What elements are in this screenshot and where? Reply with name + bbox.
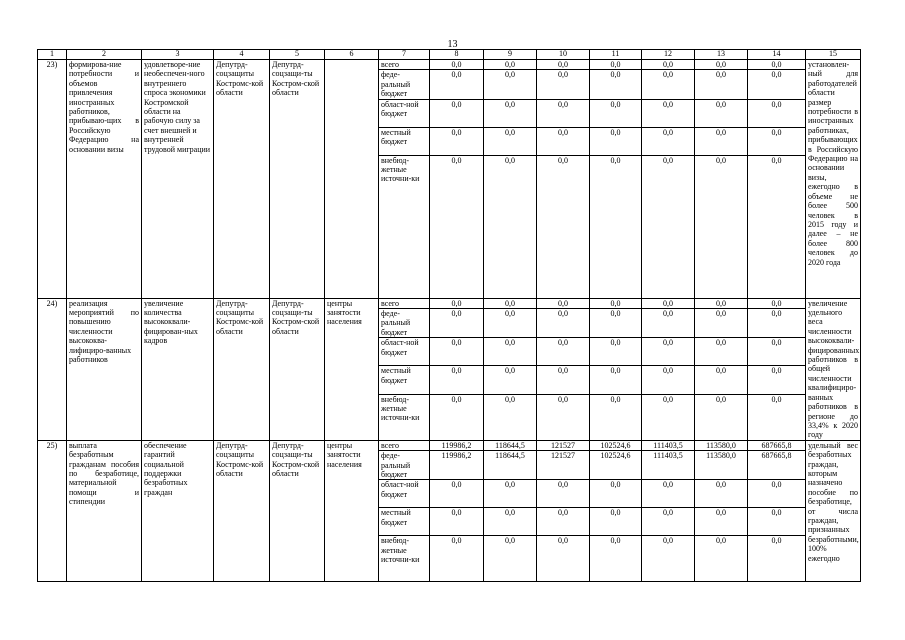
funding-value-cell: 0,0 <box>642 99 695 127</box>
funding-value-cell: 0,0 <box>590 394 642 440</box>
funding-value-cell: 0,0 <box>642 366 695 394</box>
measure-cell: реализация мероприятий по повышению численности высококва-лифициро-ванных работников <box>67 298 142 440</box>
funding-value-cell: 0,0 <box>537 70 590 99</box>
funding-source-label: всего <box>379 298 430 308</box>
column-header-15: 15 <box>806 50 861 60</box>
funding-value-cell: 0,0 <box>748 60 806 70</box>
funding-value-cell: 0,0 <box>642 127 695 155</box>
funding-value-cell: 0,0 <box>430 394 484 440</box>
funding-value-cell: 0,0 <box>748 366 806 394</box>
funding-value-cell: 111403,5 <box>642 451 695 480</box>
measure-cell: выплата безработным гражданам пособия по безработице, материальной помощи и стипендии <box>67 440 142 582</box>
funding-value-cell: 0,0 <box>748 127 806 155</box>
funding-value-cell: 118644,5 <box>484 440 537 450</box>
funding-value-cell: 0,0 <box>484 338 537 366</box>
funding-value-cell: 0,0 <box>430 60 484 70</box>
funding-value-cell: 102524,6 <box>590 451 642 480</box>
funding-source-label: област-ной бюджет <box>379 99 430 127</box>
funding-value-cell: 0,0 <box>537 309 590 338</box>
funding-value-cell: 0,0 <box>590 309 642 338</box>
funding-value-cell: 0,0 <box>537 60 590 70</box>
funding-value-cell: 687665,8 <box>748 440 806 450</box>
column-header-9: 9 <box>484 50 537 60</box>
funding-value-cell: 0,0 <box>695 338 748 366</box>
funding-value-cell: 0,0 <box>695 127 748 155</box>
column-header-14: 14 <box>748 50 806 60</box>
funding-value-cell: 0,0 <box>484 155 537 298</box>
column-header-6: 6 <box>325 50 379 60</box>
program-table <box>37 49 861 582</box>
funding-value-cell: 0,0 <box>484 60 537 70</box>
funding-value-cell: 0,0 <box>695 394 748 440</box>
table-row <box>38 60 861 70</box>
header-row <box>38 50 861 60</box>
funding-value-cell: 0,0 <box>695 309 748 338</box>
funding-value-cell: 0,0 <box>537 338 590 366</box>
funding-value-cell: 0,0 <box>484 127 537 155</box>
funding-value-cell: 0,0 <box>748 309 806 338</box>
coexecutor-cell: Депутрд-соцзащи-ты Костром-ской области <box>270 60 325 299</box>
funding-value-cell: 0,0 <box>537 127 590 155</box>
funding-value-cell: 0,0 <box>430 155 484 298</box>
funding-value-cell: 111403,5 <box>642 440 695 450</box>
funding-value-cell: 0,0 <box>695 60 748 70</box>
row-number: 25) <box>38 440 67 582</box>
funding-value-cell: 0,0 <box>430 338 484 366</box>
funding-value-cell: 0,0 <box>695 480 748 508</box>
funding-source-label: местный бюджет <box>379 127 430 155</box>
funding-value-cell: 119986,2 <box>430 451 484 480</box>
funding-value-cell: 0,0 <box>484 298 537 308</box>
column-header-2: 2 <box>67 50 142 60</box>
funding-value-cell: 0,0 <box>590 127 642 155</box>
column-header-8: 8 <box>430 50 484 60</box>
funding-value-cell: 0,0 <box>748 99 806 127</box>
funding-value-cell: 0,0 <box>430 536 484 582</box>
funding-value-cell: 0,0 <box>537 298 590 308</box>
funding-value-cell: 0,0 <box>484 508 537 536</box>
funding-value-cell: 121527 <box>537 440 590 450</box>
participant-cell: центры занятости населения <box>325 440 379 582</box>
result-cell: установлен-ный для работодателей области размер потребности в иностранных работниках, прибывающих в Российскую Федерацию на основании визы, ежегодно в объеме не более 500 человек в 2015 году и далее – не более 800 человек до 2020 года <box>806 60 861 299</box>
funding-value-cell: 0,0 <box>642 155 695 298</box>
funding-value-cell: 0,0 <box>748 298 806 308</box>
funding-value-cell: 113580,0 <box>695 440 748 450</box>
funding-source-label: феде-ральный бюджет <box>379 309 430 338</box>
funding-value-cell: 0,0 <box>484 309 537 338</box>
funding-value-cell: 0,0 <box>590 155 642 298</box>
page-number: 13 <box>447 39 458 50</box>
executor-cell: Депутрд-соцзащиты Костромс-кой области <box>214 440 270 582</box>
funding-value-cell: 0,0 <box>484 366 537 394</box>
coexecutor-cell: Депутрд-соцзащи-ты Костром-ской области <box>270 298 325 440</box>
row-number: 23) <box>38 60 67 299</box>
funding-value-cell: 0,0 <box>484 70 537 99</box>
funding-value-cell: 0,0 <box>695 536 748 582</box>
goal-cell: удовлетворе-ние необеспечен-ного внутреннего спроса экономики Костромской области на рабочую силу за счет внешней и внутренней трудовой миграции <box>142 60 214 299</box>
table-row <box>38 440 861 450</box>
funding-value-cell: 0,0 <box>537 366 590 394</box>
funding-value-cell: 0,0 <box>695 99 748 127</box>
funding-value-cell: 0,0 <box>430 298 484 308</box>
funding-value-cell: 0,0 <box>642 480 695 508</box>
funding-value-cell: 119986,2 <box>430 440 484 450</box>
funding-value-cell: 0,0 <box>748 155 806 298</box>
funding-value-cell: 0,0 <box>748 508 806 536</box>
funding-value-cell: 0,0 <box>590 508 642 536</box>
funding-value-cell: 121527 <box>537 451 590 480</box>
funding-value-cell: 0,0 <box>537 99 590 127</box>
column-header-13: 13 <box>695 50 748 60</box>
column-header-10: 10 <box>537 50 590 60</box>
funding-value-cell: 0,0 <box>590 99 642 127</box>
funding-value-cell: 0,0 <box>537 536 590 582</box>
goal-cell: обеспечение гарантий социальной поддержки безработных граждан <box>142 440 214 582</box>
funding-value-cell: 0,0 <box>748 480 806 508</box>
row-number: 24) <box>38 298 67 440</box>
funding-value-cell: 0,0 <box>748 70 806 99</box>
column-header-7: 7 <box>379 50 430 60</box>
funding-source-label: внебюд-жетные источни-ки <box>379 536 430 582</box>
funding-value-cell: 0,0 <box>590 60 642 70</box>
funding-value-cell: 118644,5 <box>484 451 537 480</box>
funding-source-label: всего <box>379 440 430 450</box>
funding-source-label: всего <box>379 60 430 70</box>
result-cell: удельный вес безработных граждан, которым назначено пособие по безработице, от числа граждан, признанных безработными, 100% ежегодно <box>806 440 861 582</box>
table-row <box>38 298 861 308</box>
funding-value-cell: 0,0 <box>695 155 748 298</box>
executor-cell: Депутрд-соцзащиты Костромс-кой области <box>214 60 270 299</box>
funding-value-cell: 0,0 <box>590 480 642 508</box>
funding-value-cell: 0,0 <box>748 394 806 440</box>
column-header-5: 5 <box>270 50 325 60</box>
funding-value-cell: 0,0 <box>430 70 484 99</box>
funding-value-cell: 0,0 <box>590 70 642 99</box>
funding-value-cell: 0,0 <box>590 338 642 366</box>
funding-value-cell: 0,0 <box>537 394 590 440</box>
funding-value-cell: 0,0 <box>430 366 484 394</box>
funding-value-cell: 102524,6 <box>590 440 642 450</box>
funding-value-cell: 0,0 <box>537 480 590 508</box>
funding-value-cell: 0,0 <box>695 298 748 308</box>
funding-value-cell: 0,0 <box>484 536 537 582</box>
funding-value-cell: 0,0 <box>484 99 537 127</box>
funding-value-cell: 0,0 <box>430 99 484 127</box>
funding-source-label: местный бюджет <box>379 508 430 536</box>
coexecutor-cell: Депутрд-соцзащи-ты Костром-ской области <box>270 440 325 582</box>
funding-value-cell: 687665,8 <box>748 451 806 480</box>
funding-source-label: област-ной бюджет <box>379 480 430 508</box>
funding-value-cell: 0,0 <box>642 536 695 582</box>
funding-value-cell: 0,0 <box>695 508 748 536</box>
funding-value-cell: 0,0 <box>590 298 642 308</box>
funding-value-cell: 0,0 <box>642 309 695 338</box>
participant-cell <box>325 60 379 299</box>
funding-value-cell: 0,0 <box>642 298 695 308</box>
funding-value-cell: 0,0 <box>748 338 806 366</box>
funding-value-cell: 0,0 <box>642 338 695 366</box>
funding-value-cell: 0,0 <box>590 366 642 394</box>
funding-source-label: внебюд-жетные источни-ки <box>379 394 430 440</box>
funding-value-cell: 0,0 <box>642 508 695 536</box>
funding-value-cell: 0,0 <box>430 309 484 338</box>
measure-cell: формирова-ние потребности и объемов привлечения иностранных работников, прибываю-щих в Российскую Федерацию на основании визы <box>67 60 142 299</box>
funding-source-label: феде-ральный бюджет <box>379 451 430 480</box>
funding-value-cell: 0,0 <box>590 536 642 582</box>
funding-source-label: феде-ральный бюджет <box>379 70 430 99</box>
funding-value-cell: 0,0 <box>537 508 590 536</box>
executor-cell: Депутрд-соцзащиты Костромс-кой области <box>214 298 270 440</box>
funding-value-cell: 0,0 <box>642 394 695 440</box>
column-header-3: 3 <box>142 50 214 60</box>
funding-value-cell: 0,0 <box>642 70 695 99</box>
result-cell: увеличение удельного веса численности высококвали-фицированных работников в общей численности квалифициро-ванных работников в регионе до 33,4% к 2020 году <box>806 298 861 440</box>
funding-value-cell: 0,0 <box>484 394 537 440</box>
column-header-12: 12 <box>642 50 695 60</box>
funding-value-cell: 113580,0 <box>695 451 748 480</box>
funding-value-cell: 0,0 <box>484 480 537 508</box>
funding-source-label: внебюд-жетные источни-ки <box>379 155 430 298</box>
funding-source-label: област-ной бюджет <box>379 338 430 366</box>
funding-value-cell: 0,0 <box>695 366 748 394</box>
funding-source-label: местный бюджет <box>379 366 430 394</box>
funding-value-cell: 0,0 <box>537 155 590 298</box>
column-header-11: 11 <box>590 50 642 60</box>
funding-value-cell: 0,0 <box>642 60 695 70</box>
funding-value-cell: 0,0 <box>430 480 484 508</box>
funding-value-cell: 0,0 <box>748 536 806 582</box>
column-header-1: 1 <box>38 50 67 60</box>
funding-value-cell: 0,0 <box>430 508 484 536</box>
column-header-4: 4 <box>214 50 270 60</box>
funding-value-cell: 0,0 <box>695 70 748 99</box>
goal-cell: увеличение количества высококвали-фицирован-ных кадров <box>142 298 214 440</box>
funding-value-cell: 0,0 <box>430 127 484 155</box>
participant-cell: центры занятости населения <box>325 298 379 440</box>
